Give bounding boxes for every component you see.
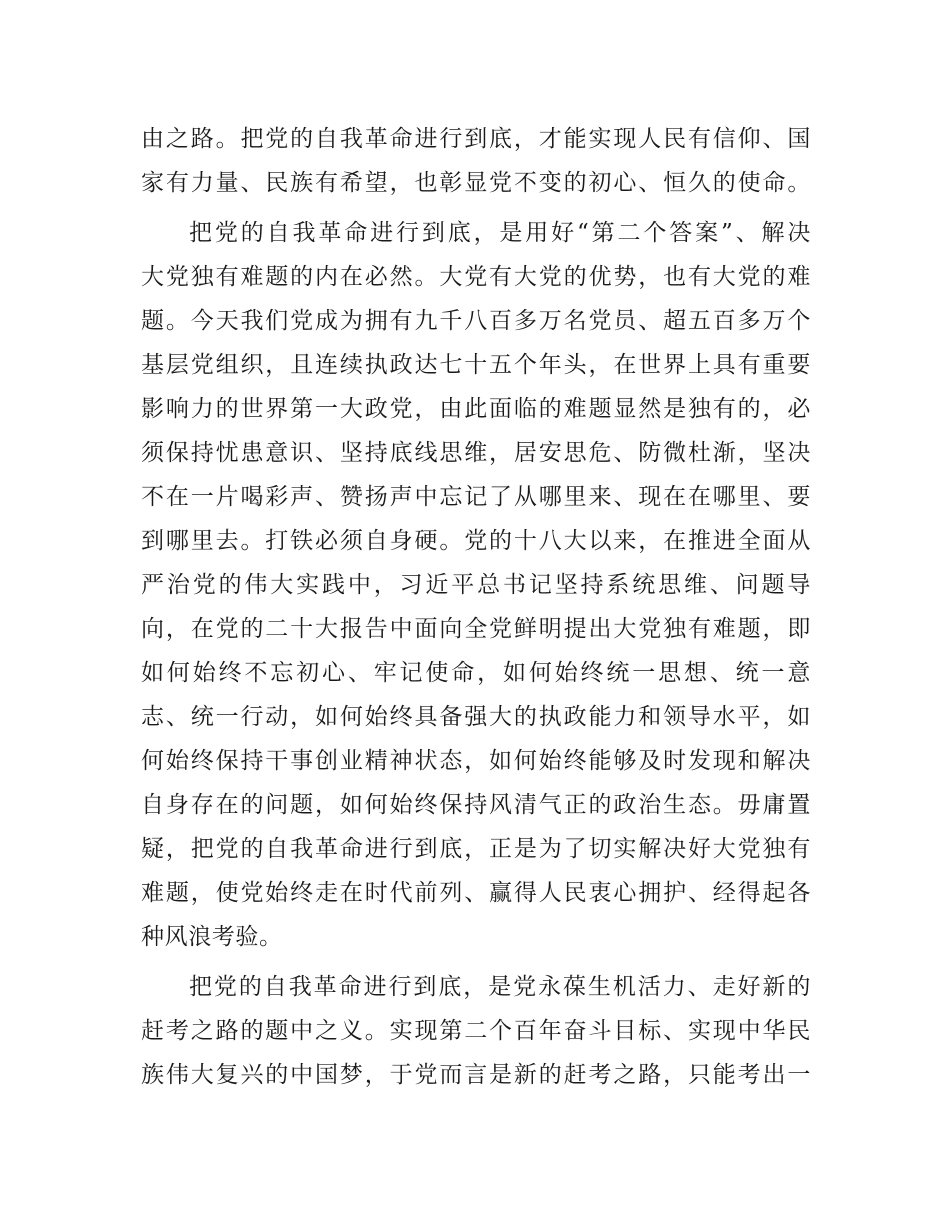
text-line: 族伟大复兴的中国梦，于党而言是新的赶考之路，只能考出一 <box>141 1062 811 1088</box>
text-line: 难题，使党始终走在时代前列、赢得人民衷心拥护、经得起各 <box>141 880 811 906</box>
paragraph-3 <box>141 965 811 1097</box>
text-line: 家有力量、民族有希望，也彰显党不变的初心、恒久的使命。 <box>141 170 811 196</box>
text-line: 不在一片喝彩声、赞扬声中忘记了从哪里来、现在在哪里、要 <box>141 484 811 510</box>
text-line: 到哪里去。打铁必须自身硬。党的十八大以来，在推进全面从 <box>141 528 811 554</box>
text-line: 向，在党的二十大报告中面向全党鲜明提出大党独有难题，即 <box>141 616 811 642</box>
text-line: 疑，把党的自我革命进行到底，正是为了切实解决好大党独有 <box>141 836 811 862</box>
text-line: 自身存在的问题，如何始终保持风清气正的政治生态。毋庸置 <box>141 792 811 818</box>
text-line: 严治党的伟大实践中，习近平总书记坚持系统思维、问题导 <box>141 572 811 598</box>
text-line: 基层党组织，且连续执政达七十五个年头，在世界上具有重要 <box>141 352 811 378</box>
text-line: 题。今天我们党成为拥有九千八百多万名党员、超五百多万个 <box>141 308 811 334</box>
text-line: 种风浪考验。 <box>141 924 283 950</box>
text-line: 由之路。把党的自我革命进行到底，才能实现人民有信仰、国 <box>141 126 811 152</box>
paragraph-1 <box>141 117 811 205</box>
text-line: 把党的自我革命进行到底，是党永葆生机活力、走好新的 <box>189 974 811 1000</box>
text-line: 志、统一行动，如何始终具备强大的执政能力和领导水平，如 <box>141 704 811 730</box>
text-line: 何始终保持干事创业精神状态，如何始终能够及时发现和解决 <box>141 748 811 774</box>
text-line: 赶考之路的题中之义。实现第二个百年奋斗目标、实现中华民 <box>141 1018 811 1044</box>
text-line: 影响力的世界第一大政党，由此面临的难题显然是独有的，必 <box>141 396 811 422</box>
text-line: 大党独有难题的内在必然。大党有大党的优势，也有大党的难 <box>141 264 811 290</box>
paragraph-2 <box>141 211 811 959</box>
text-line: 如何始终不忘初心、牢记使命，如何始终统一思想、统一意 <box>141 660 811 686</box>
body-text <box>141 117 811 1097</box>
text-line: 须保持忧患意识、坚持底线思维，居安思危、防微杜渐，坚决 <box>141 440 811 466</box>
text-line: 把党的自我革命进行到底，是用好“第二个答案”、解决 <box>189 220 811 246</box>
